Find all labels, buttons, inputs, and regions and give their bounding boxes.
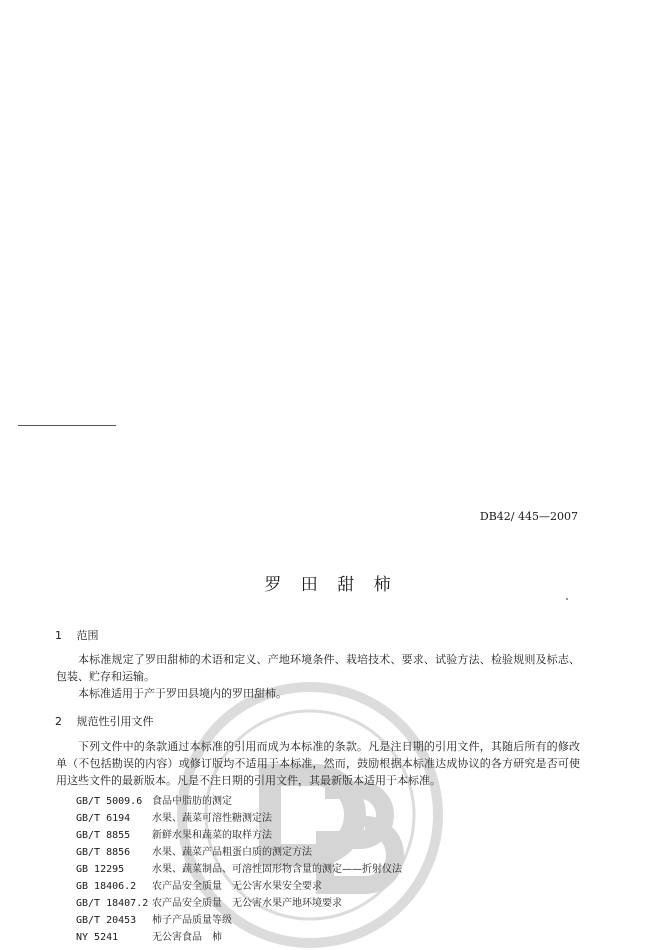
reference-name: 水果、蔬菜可溶性糖测定法 (152, 813, 272, 824)
reference-code: GB/T 8856 (76, 847, 131, 858)
section-number: 2 (55, 715, 62, 728)
reference-item (76, 793, 402, 810)
reference-name: 水果、蔬菜制品、可溶性固形物含量的测定——折射仪法 (152, 864, 402, 875)
reference-code: NY 5241 (76, 932, 119, 943)
reference-name: 柿子产品质量等级 (152, 915, 232, 926)
reference-item (76, 912, 402, 929)
section-title: 规范性引用文件 (76, 715, 154, 728)
reference-item (76, 861, 402, 878)
reference-list (76, 793, 402, 946)
reference-code: GB/T 20453 (76, 915, 137, 926)
reference-name: 农产品安全质量 无公害水果产地环境要求 (152, 898, 342, 909)
section-number: 1 (55, 629, 62, 642)
section-heading-normative-references (55, 713, 154, 729)
page-title: 罗 田 甜 柿 (264, 575, 398, 595)
scope-paragraph-2: 本标准适用于产于罗田县境内的罗田甜柿。 (78, 687, 287, 700)
standard-number: DB42/ 445—2007 (479, 510, 578, 523)
header-rule (18, 425, 116, 426)
reference-item (76, 827, 402, 844)
scan-speck (566, 598, 568, 600)
reference-code: GB/T 18407.2 (76, 898, 149, 909)
reference-code: GB 12295 (76, 864, 125, 875)
reference-code: GB/T 6194 (76, 813, 131, 824)
reference-item (76, 810, 402, 827)
reference-code: GB/T 8855 (76, 830, 131, 841)
reference-name: 新鲜水果和蔬菜的取样方法 (152, 830, 272, 841)
section-title: 范围 (76, 629, 99, 642)
reference-item (76, 929, 402, 946)
reference-code: GB 18406.2 (76, 881, 137, 892)
references-intro-paragraph: 下列文件中的条款通过本标准的引用而成为本标准的条款。凡是注日期的引用文件，其随后所有的修改单（不包括勘误的内容）或修订版均不适用于本标准，然而，鼓励根据本标准达成协议的各方研究是否可使用这些文件的最新版本。凡是不注日期的引用文件，其最新版本适用于本标准。 (56, 740, 580, 787)
reference-item (76, 844, 402, 861)
reference-code: GB/T 5009.6 (76, 796, 143, 807)
reference-name: 无公害食品 柿 (152, 932, 222, 943)
scope-paragraph-1: 本标准规定了罗田甜柿的术语和定义、产地环境条件、栽培技术、要求、试验方法、检验规则及标志、包装、贮存和运输。 (56, 653, 580, 683)
reference-item (76, 895, 402, 912)
section-heading-scope (55, 627, 99, 643)
reference-name: 水果、蔬菜产品粗蛋白质的测定方法 (152, 847, 312, 858)
reference-name: 食品中脂肪的测定 (152, 796, 232, 807)
reference-item (76, 878, 402, 895)
reference-name: 农产品安全质量 无公害水果安全要求 (152, 881, 322, 892)
